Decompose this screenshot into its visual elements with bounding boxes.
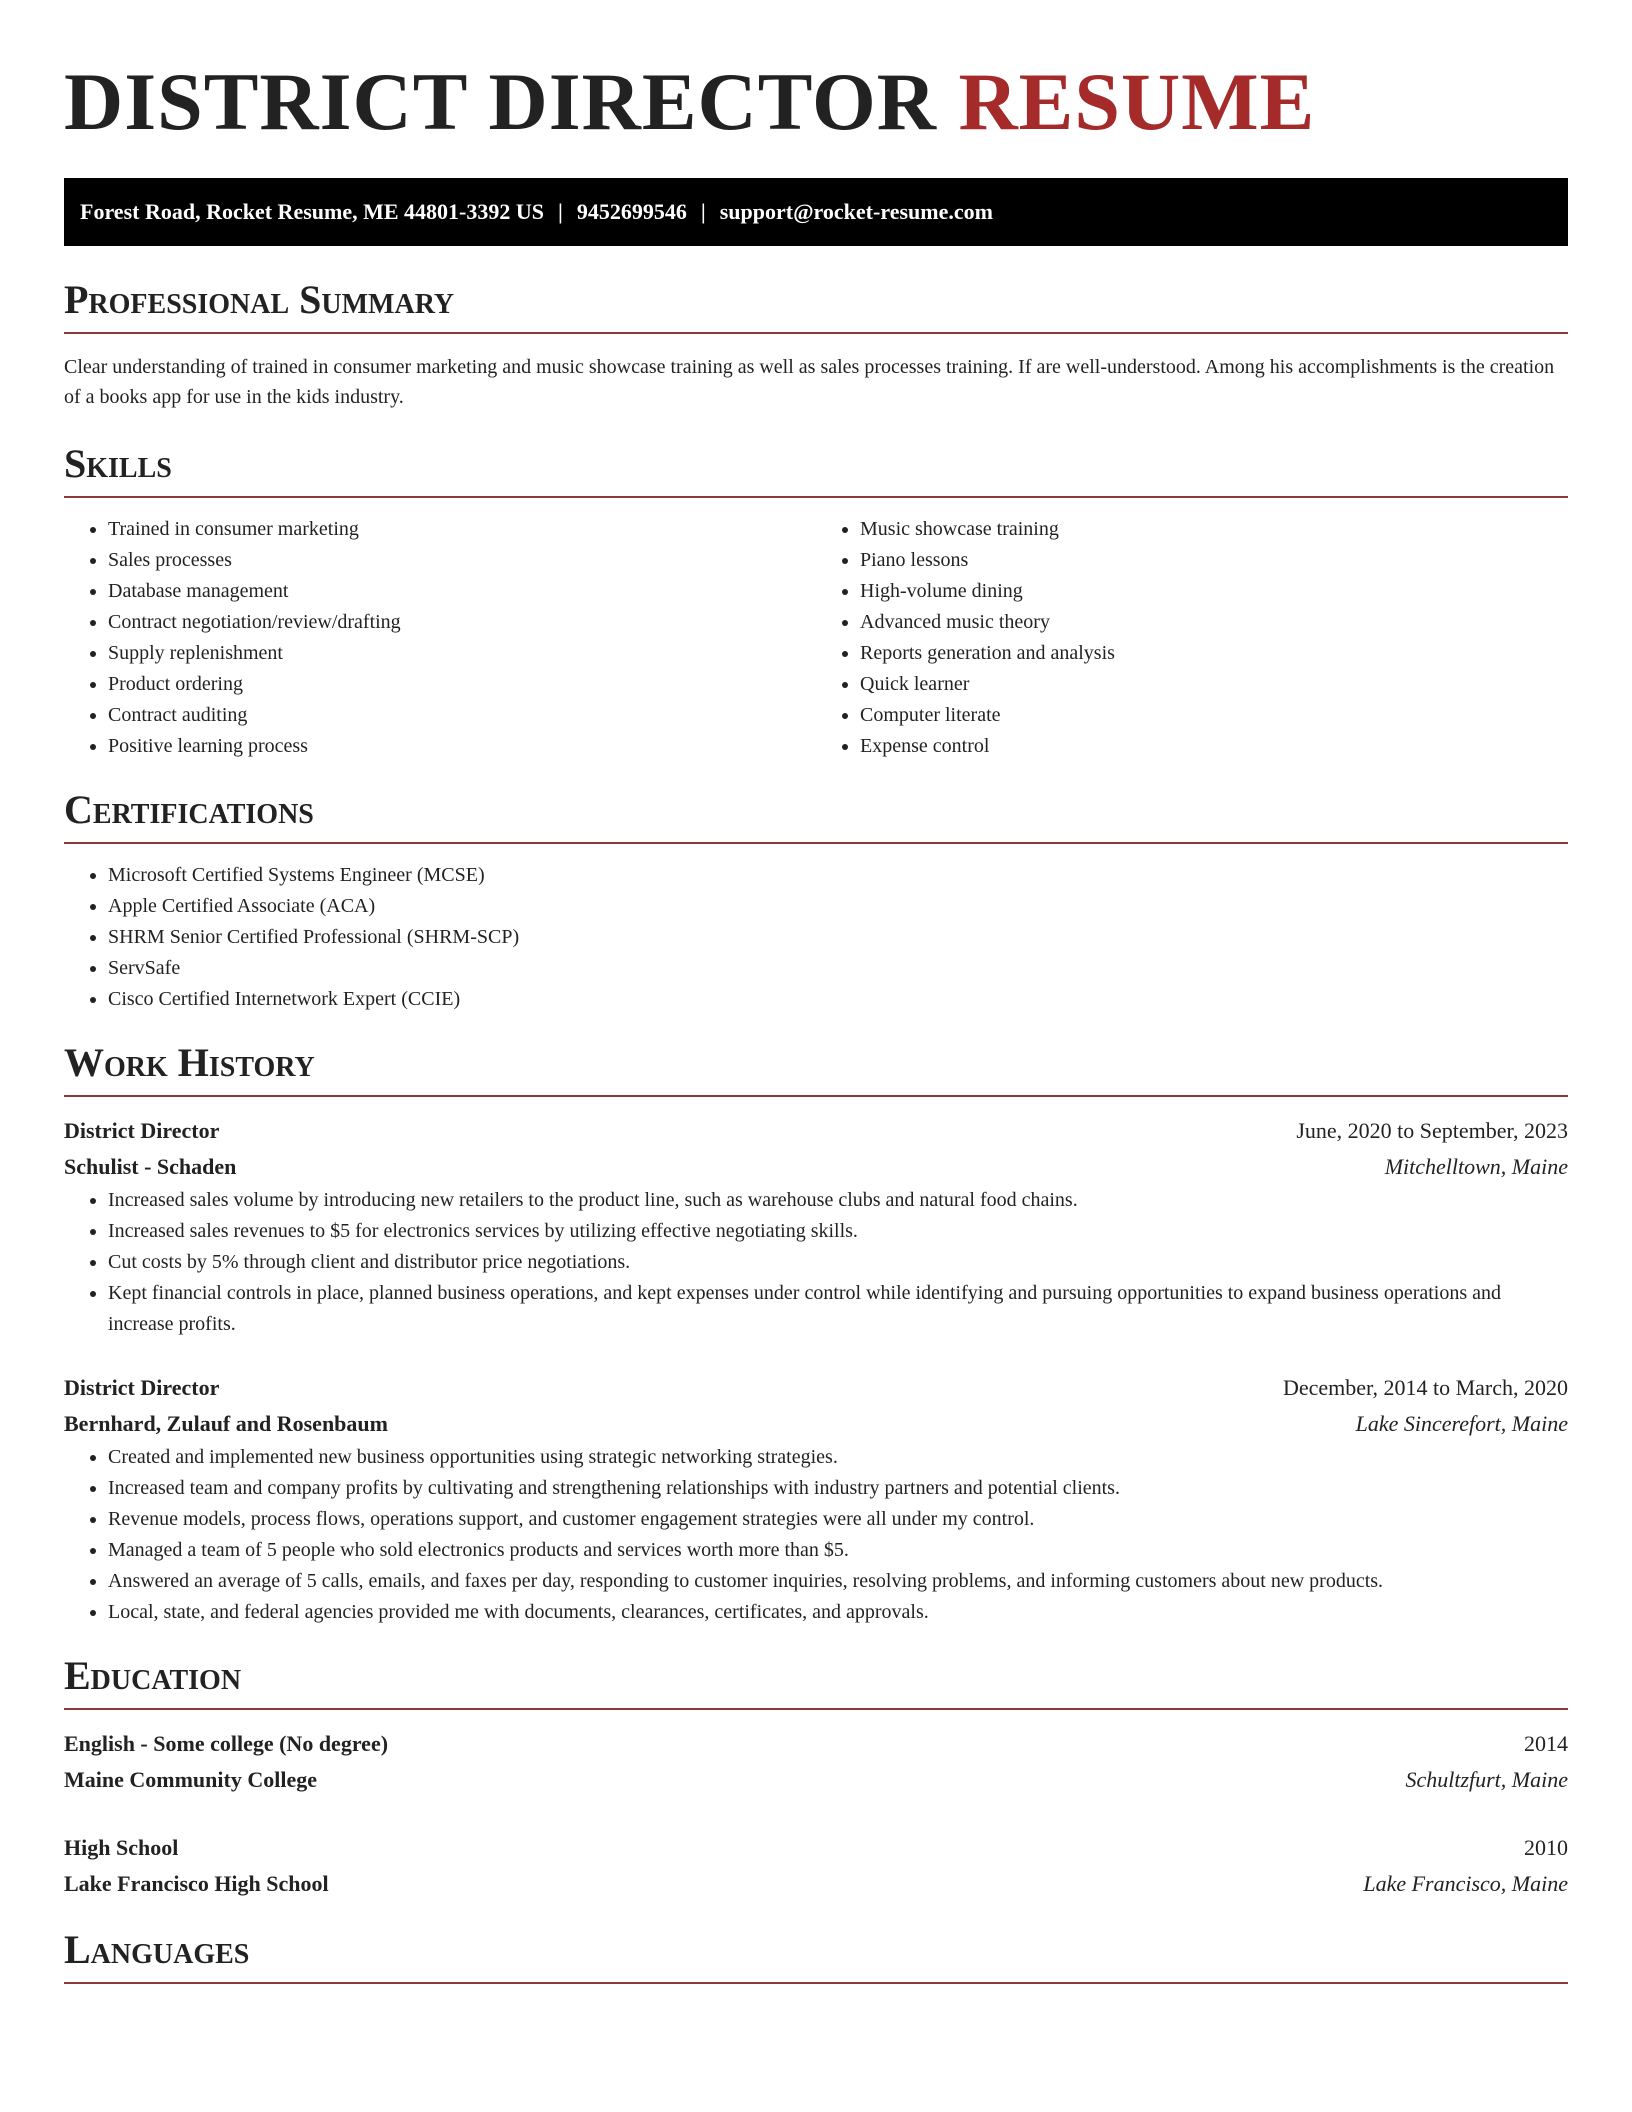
job-header-row: [64, 1113, 1568, 1149]
job-company-row: [64, 1149, 1568, 1185]
job-company-row: [64, 1406, 1568, 1442]
certifications-list: [64, 860, 1568, 1015]
job-bullet: • Local, state, and federal agencies provided me with documents, clearances, certificates, and approvals.: [108, 1597, 1568, 1628]
skills-list-left: [64, 514, 816, 762]
job-header-row: [64, 1370, 1568, 1406]
job-entry: [64, 1113, 1568, 1340]
job-location: Lake Sincerefort, Maine: [1355, 1411, 1568, 1436]
section-divider: [64, 1095, 1568, 1097]
title-main: DISTRICT DIRECTOR: [64, 56, 937, 147]
certifications-section: [64, 786, 1568, 1015]
languages-heading: Languages: [64, 1927, 250, 1972]
skill-item: • Music showcase training: [860, 514, 1568, 545]
skill-item: • Sales processes: [108, 545, 816, 576]
job-bullet: • Answered an average of 5 calls, emails, and faxes per day, responding to customer inquiries, resolving problems, and informing customers about new products.: [108, 1566, 1568, 1597]
job-bullet: • Managed a team of 5 people who sold electronics products and services worth more than $5.: [108, 1535, 1568, 1566]
skill-item: • Supply replenishment: [108, 638, 816, 669]
certifications-heading: Certifications: [64, 787, 314, 832]
skill-item: • Reports generation and analysis: [860, 638, 1568, 669]
education-school: Lake Francisco High School: [64, 1871, 329, 1896]
education-degree: High School: [64, 1835, 179, 1860]
certification-item: • Cisco Certified Internetwork Expert (CCIE): [108, 984, 1568, 1015]
skills-grid: [64, 514, 1568, 762]
contact-separator: |: [558, 199, 563, 224]
languages-section: [64, 1926, 1568, 1984]
work-history-section: [64, 1039, 1568, 1628]
job-entry: [64, 1370, 1568, 1628]
skills-section: [64, 440, 1568, 762]
section-divider: [64, 1982, 1568, 1984]
job-bullet: • Revenue models, process flows, operations support, and customer engagement strategies were all under my control.: [108, 1504, 1568, 1535]
education-school-row: [64, 1866, 1568, 1902]
certification-item: • Apple Certified Associate (ACA): [108, 891, 1568, 922]
section-divider: [64, 496, 1568, 498]
education-degree-row: [64, 1830, 1568, 1866]
job-bullet: • Increased team and company profits by cultivating and strengthening relationships with industry partners and potential clients.: [108, 1473, 1568, 1504]
skills-list-right: [816, 514, 1568, 762]
resume-title: [64, 52, 1568, 152]
job-bullet: • Kept financial controls in place, planned business operations, and kept expenses under control while identifying and pursuing opportunities to expand business operations and increase profits.: [108, 1278, 1568, 1340]
job-bullets: [64, 1185, 1568, 1340]
education-year: 2014: [1524, 1731, 1568, 1756]
skill-item: • Computer literate: [860, 700, 1568, 731]
summary-heading: Professional Summary: [64, 277, 455, 322]
education-school: Maine Community College: [64, 1767, 317, 1792]
certification-item: • Microsoft Certified Systems Engineer (MCSE): [108, 860, 1568, 891]
title-accent: RESUME: [958, 56, 1316, 147]
job-dates: June, 2020 to September, 2023: [1296, 1118, 1568, 1143]
education-year: 2010: [1524, 1835, 1568, 1860]
education-location: Schultzfurt, Maine: [1405, 1767, 1568, 1792]
education-school-row: [64, 1762, 1568, 1798]
skill-item: • High-volume dining: [860, 576, 1568, 607]
education-heading: Education: [64, 1653, 242, 1698]
certification-item: • ServSafe: [108, 953, 1568, 984]
section-divider: [64, 1708, 1568, 1710]
education-degree: English - Some college (No degree): [64, 1731, 389, 1756]
skill-item: • Piano lessons: [860, 545, 1568, 576]
skill-item: • Advanced music theory: [860, 607, 1568, 638]
contact-address: Forest Road, Rocket Resume, ME 44801-3392 US: [80, 199, 544, 224]
job-dates: December, 2014 to March, 2020: [1282, 1375, 1568, 1400]
education-entry: [64, 1830, 1568, 1902]
job-bullet: • Increased sales revenues to $5 for electronics services by utilizing effective negotiating skills.: [108, 1216, 1568, 1247]
contact-bar: [64, 178, 1568, 246]
summary-text: Clear understanding of trained in consumer marketing and music showcase training as well as sales processes training. If are well-understood. Among his accomplishments is the creation of a books app for use in the kids industry.: [64, 356, 1555, 408]
skill-item: • Positive learning process: [108, 731, 816, 762]
contact-email: support@rocket-resume.com: [719, 199, 993, 224]
job-location: Mitchelltown, Maine: [1384, 1154, 1568, 1179]
job-title: District Director: [64, 1375, 220, 1400]
summary-section: [64, 276, 1568, 412]
job-company: Schulist - Schaden: [64, 1154, 237, 1179]
job-bullet: • Increased sales volume by introducing new retailers to the product line, such as warehouse clubs and natural food chains.: [108, 1185, 1568, 1216]
skills-heading: Skills: [64, 441, 172, 486]
education-section: [64, 1652, 1568, 1902]
work-history-heading: Work History: [64, 1040, 315, 1085]
skill-item: • Expense control: [860, 731, 1568, 762]
skill-item: • Database management: [108, 576, 816, 607]
job-bullet: • Cut costs by 5% through client and distributor price negotiations.: [108, 1247, 1568, 1278]
job-bullets: [64, 1442, 1568, 1628]
skill-item: • Trained in consumer marketing: [108, 514, 816, 545]
certification-item: • SHRM Senior Certified Professional (SHRM-SCP): [108, 922, 1568, 953]
education-entry: [64, 1726, 1568, 1798]
section-divider: [64, 332, 1568, 334]
contact-phone: 9452699546: [576, 199, 687, 224]
skill-item: • Product ordering: [108, 669, 816, 700]
section-divider: [64, 842, 1568, 844]
skill-item: • Contract auditing: [108, 700, 816, 731]
job-title: District Director: [64, 1118, 220, 1143]
skill-item: • Contract negotiation/review/drafting: [108, 607, 816, 638]
education-degree-row: [64, 1726, 1568, 1762]
education-location: Lake Francisco, Maine: [1363, 1871, 1568, 1896]
job-company: Bernhard, Zulauf and Rosenbaum: [64, 1411, 388, 1436]
job-bullet: • Created and implemented new business opportunities using strategic networking strategies.: [108, 1442, 1568, 1473]
skill-item: • Quick learner: [860, 669, 1568, 700]
contact-separator: |: [700, 199, 706, 224]
